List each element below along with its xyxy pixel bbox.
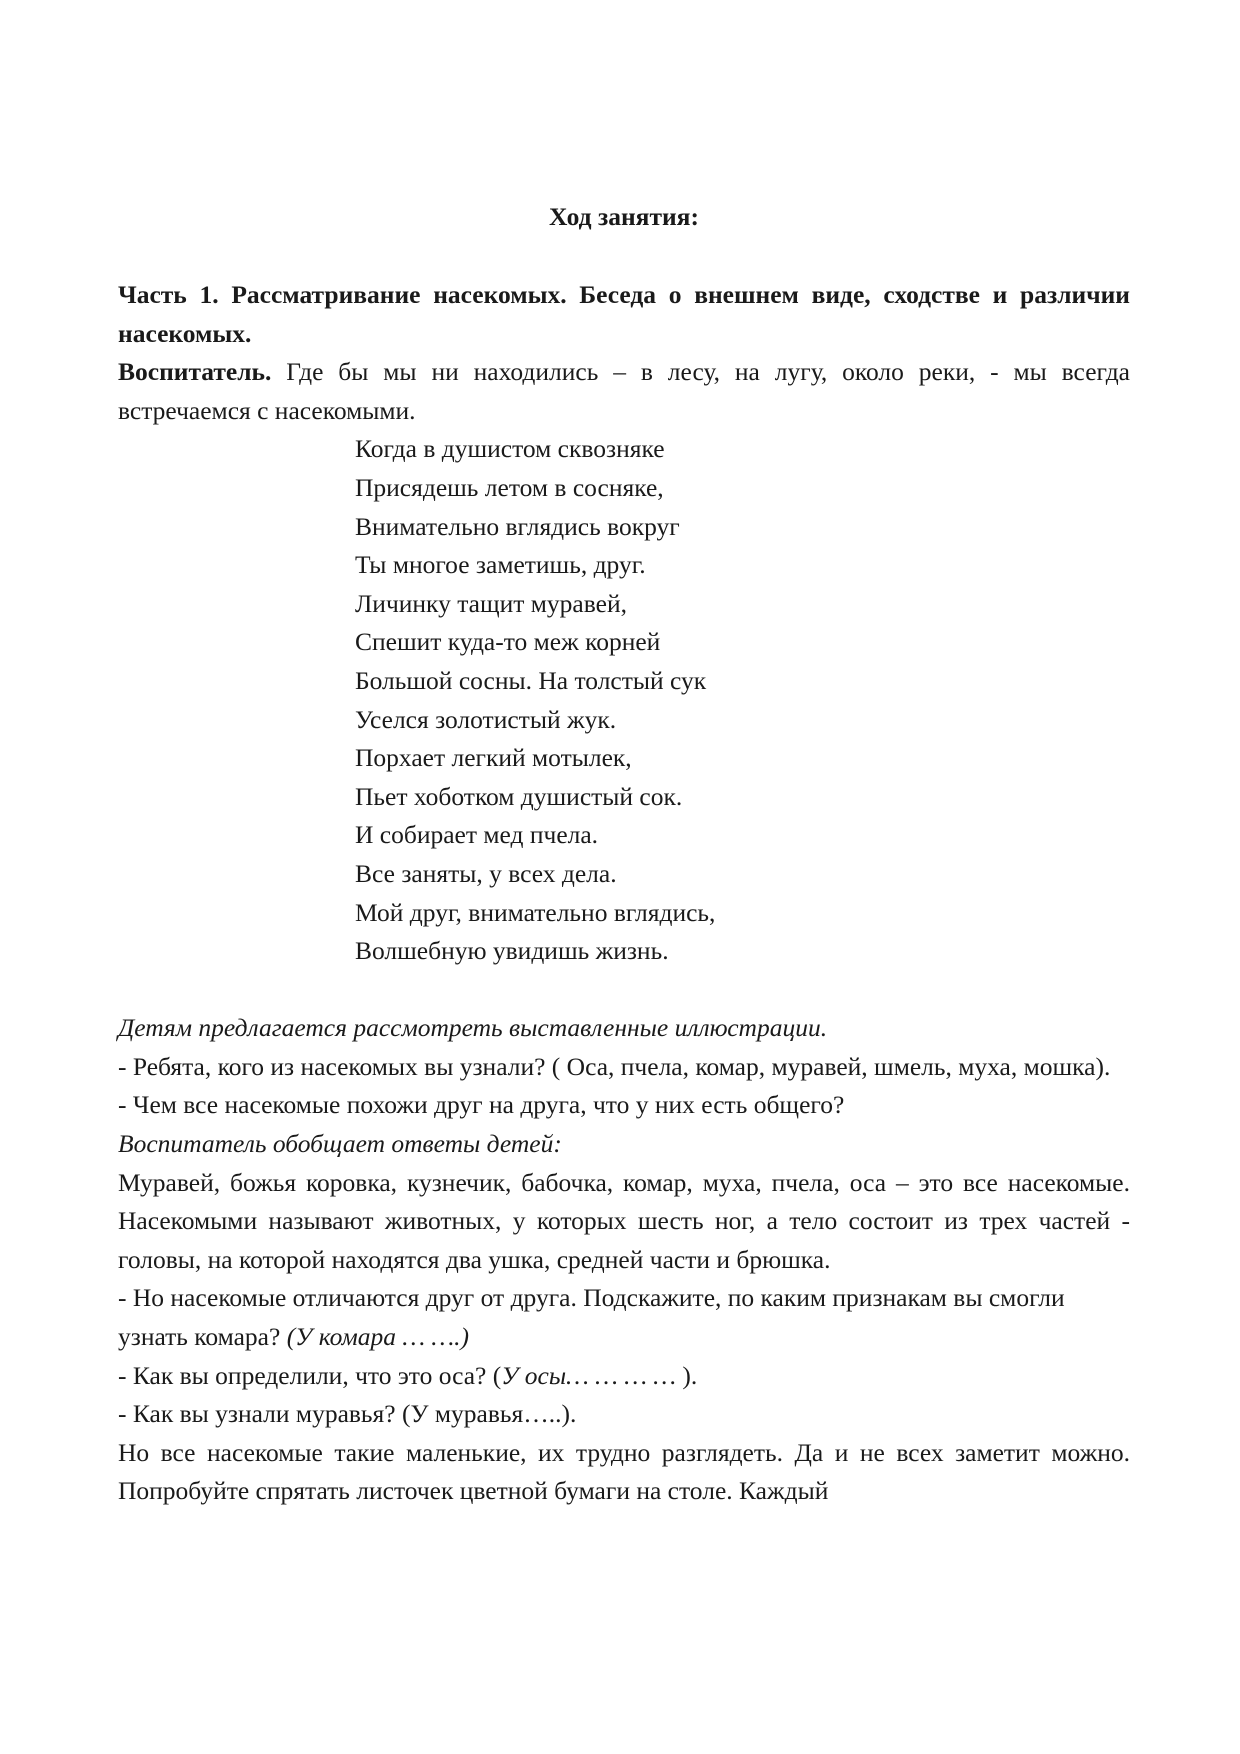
poem-line: Спешит куда-то меж корней (355, 627, 661, 657)
question-wasp (118, 1357, 1130, 1396)
question-mosquito-text: - Но насекомые отличаются друг от друга. Подскажите, по каким признакам вы смогли узнать комара? (118, 1283, 1065, 1352)
poem-line: Внимательно вглядись вокруг (355, 511, 680, 541)
intro-paragraph (118, 353, 1130, 430)
question-ant: - Как вы узнали муравья? (У муравья…..). (118, 1399, 577, 1429)
document-body (118, 276, 1130, 1511)
poem-line: Когда в душистом сквозняке (355, 434, 665, 464)
document-page (118, 0, 1130, 1754)
question-wasp-open: ( (492, 1360, 502, 1390)
speaker-label: Воспитатель. (118, 357, 272, 387)
instruction-illustrations: Детям предлагается рассмотреть выставленные иллюстрации. (118, 1013, 828, 1043)
question-wasp-text: - Как вы определили, что это оса? (118, 1360, 493, 1390)
poem-line: Уселся золотистый жук. (355, 704, 617, 734)
poem-line: Личинку тащит муравей, (355, 588, 627, 618)
poem-line: Волшебную увидишь жизнь. (355, 936, 669, 966)
poem-line: Мой друг, внимательно вглядись, (355, 897, 716, 927)
question-wasp-answer: У осы… … … … (501, 1360, 683, 1390)
question-mosquito-answer: (У комара … ….) (286, 1322, 469, 1352)
intro-text: Где бы мы ни находились – в лесу, на лугу, около реки, - мы всегда встречаемся с насекомыми. (118, 357, 1130, 425)
poem-line: Большой сосны. На толстый сук (355, 665, 707, 695)
poem-line: Ты многое заметишь, друг. (355, 550, 646, 580)
part1-heading: Часть 1. Рассматривание насекомых. Беседа о внешнем виде, сходстве и различии насекомых. (118, 280, 1130, 348)
question-mosquito (118, 1279, 1130, 1356)
poem-line: Порхает легкий мотылек, (355, 743, 632, 773)
poem-line: И собирает мед пчела. (355, 820, 599, 850)
instruction-summary: Воспитатель обобщает ответы детей: (118, 1129, 562, 1159)
question-common-features: - Чем все насекомые похожи друг на друга, что у них есть общего? (118, 1090, 845, 1120)
closing-paragraph: Но все насекомые такие маленькие, их трудно разглядеть. Да и не всех заметит можно. Попробуйте спрятать листочек цветной бумаги на столе. Каждый (118, 1437, 1130, 1506)
summary-paragraph: Муравей, божья коровка, кузнечик, бабочка, комар, муха, пчела, оса – это все насекомые. Насекомыми называют животных, у которых шесть ног, а тело состоит из трех частей - головы, на которой находятся два ушка, средней части и брюшка. (118, 1167, 1130, 1274)
poem-line: Присядешь летом в сосняке, (355, 472, 664, 502)
blank-line (118, 971, 1130, 1010)
question-wasp-close: ). (682, 1360, 698, 1390)
poem-line: Все заняты, у всех дела. (355, 858, 617, 888)
document-title: Ход занятия: (549, 202, 699, 231)
poem-line: Пьет хоботком душистый сок. (355, 781, 683, 811)
question-insects-recognized: - Ребята, кого из насекомых вы узнали? ( Оса, пчела, комар, муравей, шмель, муха, мошка). (118, 1051, 1111, 1081)
poem (355, 430, 1130, 970)
